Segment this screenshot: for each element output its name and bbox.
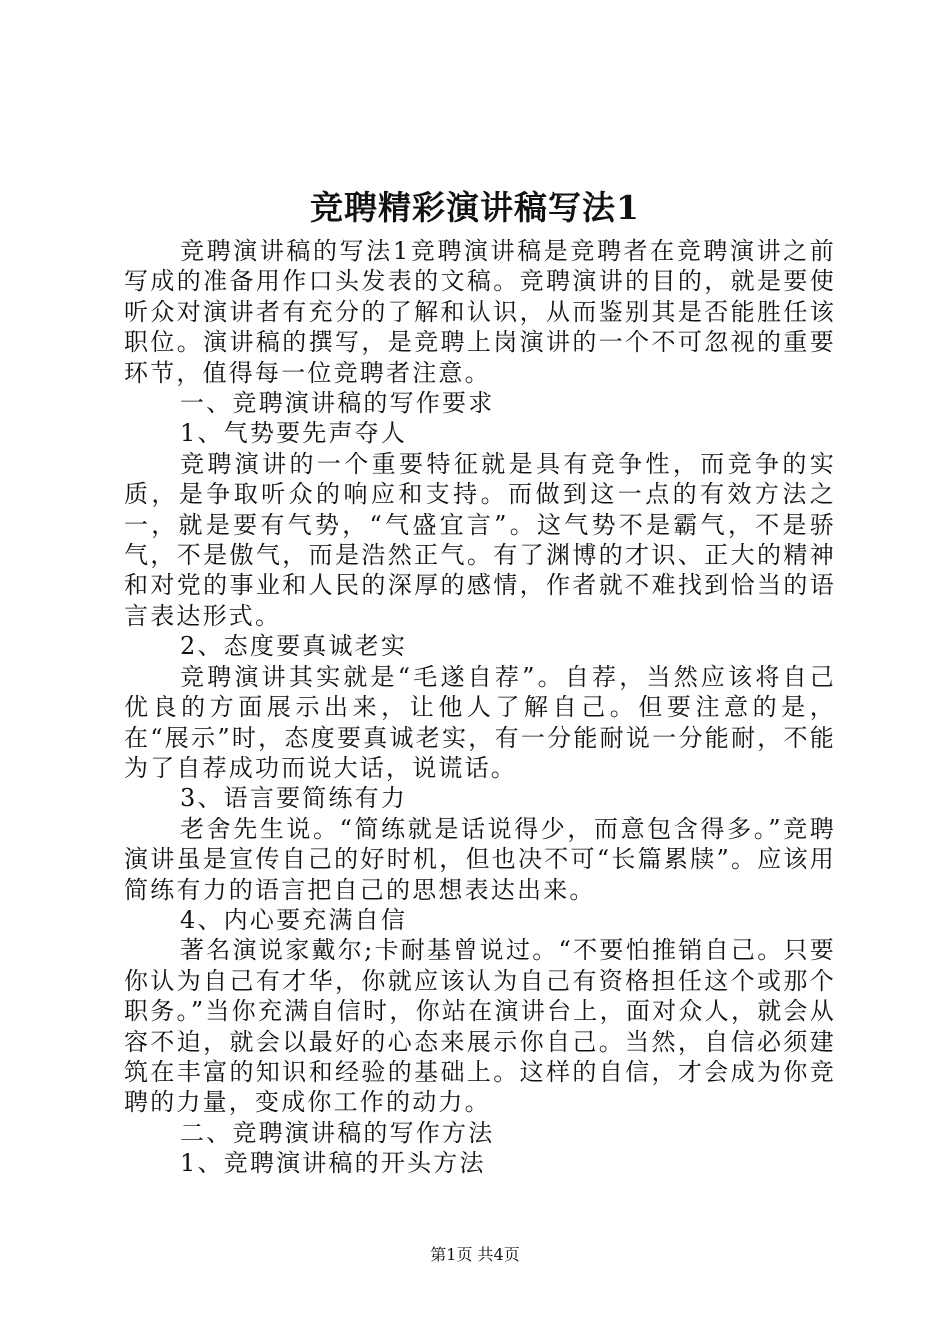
body-paragraph: 竞聘演讲的一个重要特征就是具有竞争性，而竞争的实质，是争取听众的响应和支持。而做到这一点的有效方法之一，就是要有气势，“气盛宜言”。这气势不是霸气，不是骄气，不是傲气，而是浩然正气。有了渊博的才识、正大的精神和对党的事业和人民的深厚的感情，作者就不难找到恰当的语言表达形式。	[124, 449, 836, 630]
body-paragraph: 竞聘演讲其实就是“毛遂自荐”。自荐，当然应该将自己优良的方面展示出来，让他人了解自己。但要注意的是，在“展示”时，态度要真诚老实，有一分能耐说一分能耐，不能为了自荐成功而说大话，说谎话。	[124, 662, 836, 782]
subsection-heading: 2、态度要真诚老实	[180, 632, 408, 661]
document-body	[124, 236, 836, 1179]
section-heading: 二、竞聘演讲稿的写作方法	[180, 1118, 495, 1147]
document-title: 竞聘精彩演讲稿写法1	[310, 188, 640, 227]
page-number-footer: 第1页 共4页	[430, 1245, 520, 1264]
section-heading: 一、竞聘演讲稿的写作要求	[180, 389, 495, 418]
intro-paragraph: 竞聘演讲稿的写法1竞聘演讲稿是竞聘者在竞聘演讲之前写成的准备用作口头发表的文稿。竞聘演讲的目的，就是要使听众对演讲者有充分的了解和认识，从而鉴别其是否能胜任该职位。演讲稿的撰写，是竞聘上岗演讲的一个不可忽视的重要环节，值得每一位竞聘者注意。	[124, 237, 836, 387]
body-paragraph: 老舍先生说。“简练就是话说得少，而意包含得多。”竞聘演讲虽是宣传自己的好时机，但也决不可“长篇累牍”。应该用简练有力的语言把自己的思想表达出来。	[124, 814, 836, 904]
subsection-heading: 3、语言要简练有力	[180, 784, 408, 813]
body-paragraph: 著名演说家戴尔;卡耐基曾说过。“不要怕推销自己。只要你认为自己有才华，你就应该认为自己有资格担任这个或那个职务。”当你充满自信时，你站在演讲台上，面对众人，就会从容不迫，就会以最好的心态来展示你自己。当然，自信必须建筑在丰富的知识和经验的基础上。这样的自信，才会成为你竞聘的力量，变成你工作的动力。	[124, 936, 836, 1117]
subsection-heading: 4、内心要充满自信	[180, 905, 408, 934]
subsection-heading: 1、竞聘演讲稿的开头方法	[180, 1149, 486, 1178]
subsection-heading: 1、气势要先声夺人	[180, 419, 408, 448]
